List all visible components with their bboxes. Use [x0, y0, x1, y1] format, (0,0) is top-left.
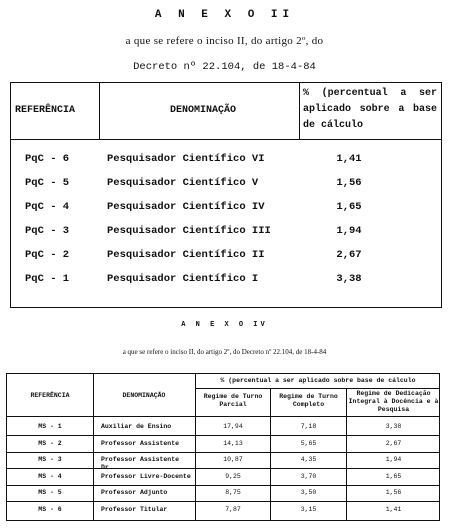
- table-row: [11, 225, 441, 245]
- header-turno-completo: Regime de Turno Completo: [279, 393, 338, 408]
- percentual-cell: 2,67: [336, 249, 362, 261]
- header-denominacao: DENOMINAÇÃO: [169, 105, 236, 116]
- row-divider: [7, 435, 439, 436]
- referencia-cell: MS - 3: [38, 456, 62, 463]
- denominacao-cell: Professor Livre-Docente: [101, 472, 191, 480]
- table-row: [11, 153, 441, 173]
- anexo-ii-table: [10, 82, 442, 308]
- row-divider: [7, 452, 439, 453]
- turno-parcial-cell: 8,75: [225, 489, 241, 496]
- dedicacao-integral-cell: 1,65: [385, 472, 402, 480]
- referencia-cell: MS - 1: [38, 423, 62, 430]
- turno-completo-cell: 4,35: [300, 456, 317, 463]
- dedicacao-integral-cell: 3,38: [385, 423, 402, 430]
- table-row: [11, 273, 441, 293]
- referencia-cell: MS - 5: [38, 489, 62, 496]
- denominacao-cell: Pesquisador Científico V: [107, 177, 259, 189]
- column-divider: [99, 83, 100, 139]
- denominacao-cell: Pesquisador Científico IV: [107, 201, 265, 213]
- referencia-cell: MS - 6: [38, 505, 62, 513]
- column-divider: [195, 374, 196, 520]
- referencia-cell: PqC - 6: [25, 153, 70, 165]
- anexo-iv-subtitle: a que se refere o inciso II, do artigo 2º, do Decreto nº 22.104, de 18-4-84: [122, 348, 327, 356]
- table-row: [11, 201, 441, 221]
- column-divider: [93, 374, 94, 520]
- percentual-cell: 1,56: [336, 177, 362, 189]
- header-divider: [7, 416, 439, 417]
- denominacao-cell: Pesquisador Científico II: [107, 249, 265, 261]
- header-dedicacao-integral: Regime de Dedicação Integral à Docência e à Pesquisa: [348, 390, 439, 413]
- referencia-cell: MS - 2: [38, 439, 62, 447]
- header-referencia: REFERÊNCIA: [30, 392, 70, 399]
- anexo-ii-decree: Decreto nº 22.104, de 18-4-84: [133, 61, 316, 73]
- percentual-cell: 3,38: [336, 273, 362, 285]
- anexo-ii-title: A N E X O II: [154, 9, 295, 21]
- denominacao-cell: Auxiliar de Ensino: [101, 423, 172, 430]
- header-referencia: REFERÊNCIA: [15, 105, 76, 116]
- row-divider: [7, 468, 439, 469]
- subheader-divider: [195, 388, 439, 389]
- row-divider: [7, 501, 439, 502]
- referencia-cell: MS - 4: [38, 472, 62, 480]
- table-row: [11, 249, 441, 269]
- anexo-iv-table: [6, 373, 440, 521]
- turno-completo-cell: 3,70: [300, 472, 317, 480]
- denominacao-cell: Professor Adjunto: [101, 489, 168, 496]
- header-denominacao: DENOMINAÇÃO: [122, 392, 166, 399]
- turno-parcial-cell: 17,94: [223, 423, 243, 430]
- turno-completo-cell: 5,65: [300, 439, 317, 447]
- dedicacao-integral-cell: 1,41: [385, 505, 402, 513]
- header-percentual: % (percentual a ser aplicado sobre base de cálculo: [220, 377, 416, 384]
- referencia-cell: PqC - 5: [25, 177, 70, 189]
- denominacao-cell: Pesquisador Científico VI: [107, 153, 265, 165]
- table-row: [11, 177, 441, 197]
- turno-completo-cell: 3,15: [300, 505, 317, 513]
- referencia-cell: PqC - 4: [25, 201, 70, 213]
- turno-parcial-cell: 9,25: [225, 472, 241, 480]
- percentual-cell: 1,94: [336, 225, 362, 237]
- turno-parcial-cell: 10,87: [223, 456, 243, 463]
- turno-parcial-cell: 14,13: [223, 439, 243, 447]
- referencia-cell: PqC - 3: [25, 225, 70, 237]
- dedicacao-integral-cell: 1,94: [385, 456, 402, 463]
- table-header: [11, 83, 441, 140]
- denominacao-cell: Professor Titular: [101, 505, 168, 513]
- referencia-cell: PqC - 2: [25, 249, 70, 261]
- denominacao-cell: Pesquisador Científico III: [107, 225, 271, 237]
- percentual-cell: 1,65: [336, 201, 362, 213]
- row-divider: [7, 485, 439, 486]
- dedicacao-integral-cell: 1,56: [385, 489, 402, 496]
- turno-parcial-cell: 7,87: [225, 505, 241, 513]
- percentual-cell: 1,41: [336, 153, 362, 165]
- header-percentual: % (percentual a ser aplicado sobre a base de cálculo: [303, 88, 437, 131]
- header-turno-parcial: Regime de Turno Parcial: [203, 393, 263, 408]
- turno-completo-cell: 7,18: [300, 423, 317, 430]
- dedicacao-integral-cell: 2,67: [385, 439, 402, 447]
- anexo-iv-title: A N E X O IV: [181, 321, 268, 329]
- denominacao-cell: Professor Assistente: [101, 439, 180, 447]
- anexo-ii-subtitle: a que se refere o inciso II, do artigo 2º, do: [125, 35, 324, 47]
- denominacao-cell: Professor Assistente: [101, 456, 180, 463]
- turno-completo-cell: 3,50: [300, 489, 317, 496]
- denominacao-cell: Pesquisador Científico I: [107, 273, 259, 285]
- referencia-cell: PqC - 1: [25, 273, 70, 285]
